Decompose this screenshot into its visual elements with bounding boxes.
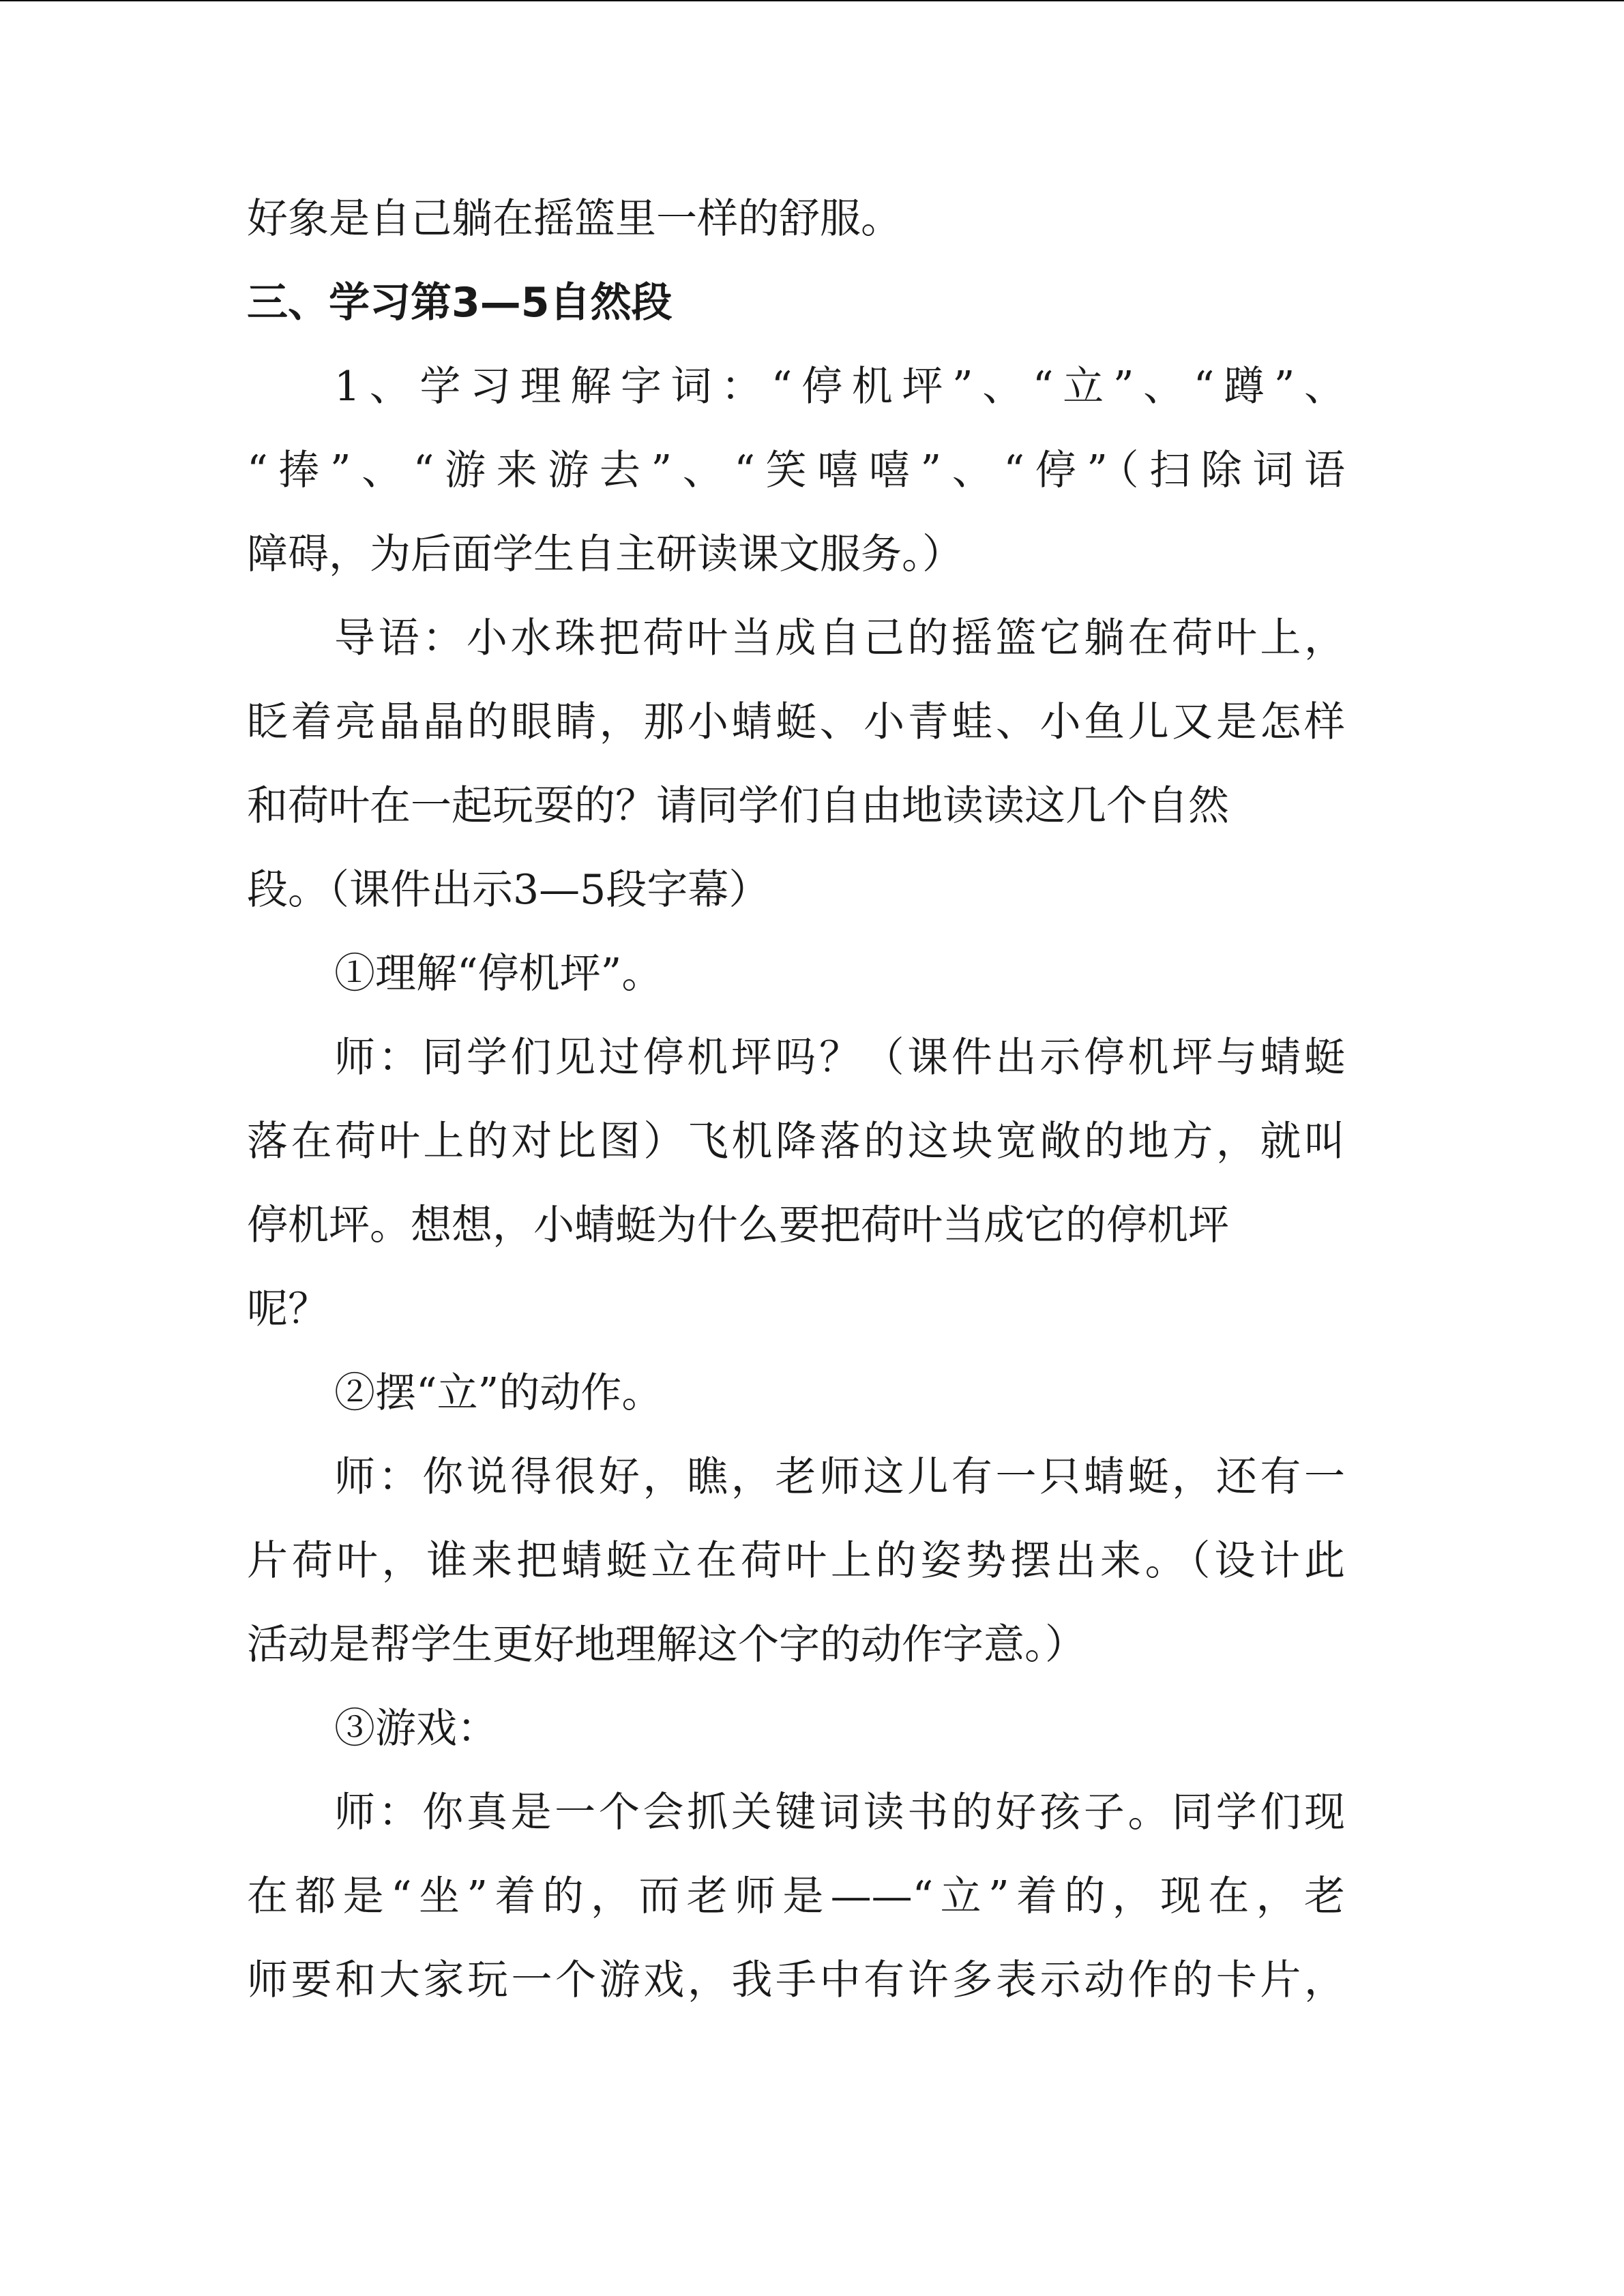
paragraph-line: 好象是自己躺在摇篮里一样的舒服。	[247, 195, 902, 243]
paragraph-line: 师：你说得很好，瞧，老师这儿有一只蜻蜓，还有一	[334, 1453, 1345, 1501]
paragraph-line: 在都是“坐”着的，而老师是——“立”着的，现在，老	[247, 1873, 1345, 1920]
paragraph-line: “捧”、“游来游去”、“笑嘻嘻”、“停”（扫除词语	[247, 447, 1345, 494]
paragraph-line: 呢？	[247, 1285, 329, 1333]
paragraph-line: 师要和大家玩一个游戏，我手中有许多表示动作的卡片，	[247, 1956, 1345, 2004]
paragraph-line: 1、学习理解字词：“停机坪”、“立”、“蹲”、	[334, 363, 1345, 411]
subheading-line: ①理解“停机坪”。	[334, 950, 663, 998]
paragraph-line: 和荷叶在一起玩耍的？请同学们自由地读读这几个自然	[247, 782, 1229, 830]
subheading-line: ②摆“立”的动作。	[334, 1369, 663, 1417]
paragraph-line: 停机坪。想想，小蜻蜓为什么要把荷叶当成它的停机坪	[247, 1202, 1229, 1249]
paragraph-line: 师：你真是一个会抓关键词读书的好孩子。同学们现	[334, 1789, 1345, 1836]
top-border-line	[0, 0, 1624, 1]
paragraph-line: 导语：小水珠把荷叶当成自己的摇篮它躺在荷叶上，	[334, 614, 1345, 662]
paragraph-line: 片荷叶，谁来把蜻蜓立在荷叶上的姿势摆出来。（设计此	[247, 1537, 1345, 1585]
paragraph-line: 师：同学们见过停机坪吗？（课件出示停机坪与蜻蜓	[334, 1034, 1345, 1082]
paragraph-line: 段。（课件出示3—5段字幕）	[247, 866, 770, 914]
paragraph-line: 眨着亮晶晶的眼睛，那小蜻蜓、小青蛙、小鱼儿又是怎样	[247, 698, 1345, 746]
paragraph-line: 障碍，为后面学生自主研读课文服务。）	[247, 531, 963, 578]
section-heading: 三、学习第3—5自然段	[247, 279, 673, 327]
subheading-line: ③游戏：	[334, 1705, 498, 1753]
paragraph-line: 落在荷叶上的对比图）飞机降落的这块宽敞的地方，就叫	[247, 1118, 1345, 1165]
paragraph-line: 活动是帮学生更好地理解这个字的动作字意。）	[247, 1621, 1086, 1669]
